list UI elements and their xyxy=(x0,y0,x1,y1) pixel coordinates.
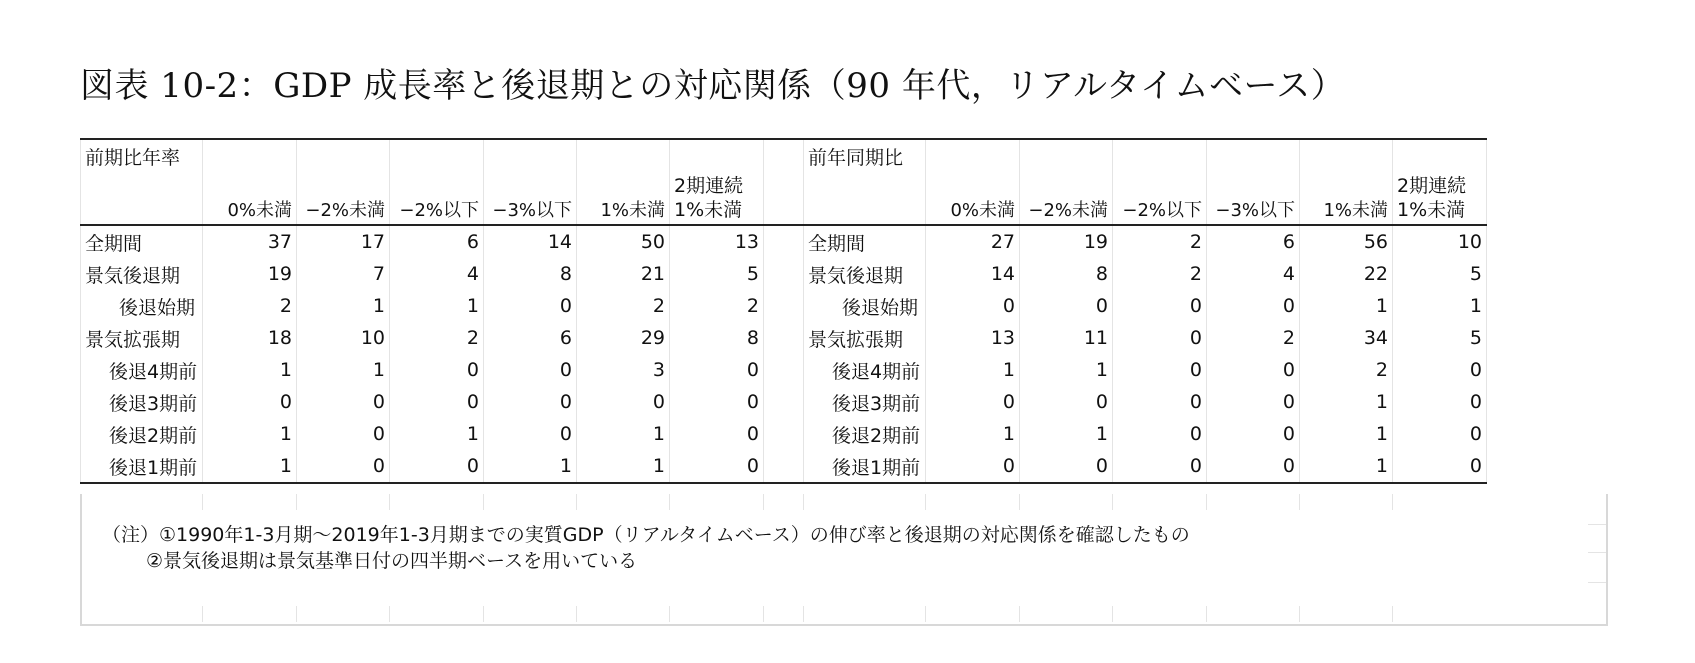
right-column-header: 1%未満 xyxy=(1300,172,1393,225)
header-row-1 xyxy=(81,139,1487,172)
row-label: 全期間 xyxy=(804,225,926,258)
value-cell: 1 xyxy=(297,354,390,386)
table-row xyxy=(81,322,1487,354)
value-cell: 2 xyxy=(1113,225,1207,258)
row-label: 後退始期 xyxy=(81,290,203,322)
value-cell: 27 xyxy=(926,225,1020,258)
empty-cell xyxy=(1207,139,1300,172)
empty-cell xyxy=(804,172,926,225)
grid-tick xyxy=(803,494,804,510)
table-row xyxy=(81,354,1487,386)
value-cell: 0 xyxy=(1020,386,1113,418)
grid-tick xyxy=(202,606,203,622)
value-cell: 0 xyxy=(297,450,390,483)
value-cell: 21 xyxy=(577,258,670,290)
spacer-cell xyxy=(764,354,804,386)
header-row-2 xyxy=(81,172,1487,225)
empty-cell xyxy=(1113,139,1207,172)
value-cell: 5 xyxy=(1393,258,1487,290)
grid-tick xyxy=(483,606,484,622)
grid-tick xyxy=(803,606,804,622)
left-column-header: −2%以下 xyxy=(390,172,484,225)
value-cell: 1 xyxy=(1020,418,1113,450)
right-header-label: 前年同期比 xyxy=(804,139,926,172)
grid-tick xyxy=(1206,606,1207,622)
row-label: 全期間 xyxy=(81,225,203,258)
grid-tick xyxy=(669,606,670,622)
table-row xyxy=(81,418,1487,450)
right-column-header: −2%未満 xyxy=(1020,172,1113,225)
header-line: 1%未満 xyxy=(1397,199,1466,221)
row-label: 後退2期前 xyxy=(804,418,926,450)
value-cell: 0 xyxy=(670,354,764,386)
value-cell: 1 xyxy=(1020,354,1113,386)
value-cell: 0 xyxy=(670,386,764,418)
value-cell: 8 xyxy=(670,322,764,354)
value-cell: 2 xyxy=(203,290,297,322)
value-cell: 1 xyxy=(203,354,297,386)
value-cell: 1 xyxy=(203,450,297,483)
header-line: 2期連続 xyxy=(1397,175,1467,197)
spacer-cell xyxy=(764,418,804,450)
value-cell: 6 xyxy=(390,225,484,258)
value-cell: 17 xyxy=(297,225,390,258)
value-cell: 2 xyxy=(390,322,484,354)
value-cell: 0 xyxy=(1207,418,1300,450)
grid-tick xyxy=(1112,494,1113,510)
table-row xyxy=(81,225,1487,258)
value-cell: 18 xyxy=(203,322,297,354)
empty-cell xyxy=(484,139,577,172)
value-cell: 1 xyxy=(203,418,297,450)
grid-tick xyxy=(296,606,297,622)
grid-tick xyxy=(763,606,764,622)
value-cell: 0 xyxy=(390,354,484,386)
grid-tick xyxy=(1588,552,1606,553)
empty-cell xyxy=(297,139,390,172)
value-cell: 0 xyxy=(670,418,764,450)
value-cell: 0 xyxy=(926,386,1020,418)
row-label: 後退1期前 xyxy=(81,450,203,483)
value-cell: 0 xyxy=(1113,450,1207,483)
empty-cell xyxy=(926,139,1020,172)
value-cell: 4 xyxy=(390,258,484,290)
spacer-cell xyxy=(764,225,804,258)
value-cell: 0 xyxy=(390,450,484,483)
value-cell: 0 xyxy=(390,386,484,418)
value-cell: 0 xyxy=(1393,450,1487,483)
value-cell: 5 xyxy=(670,258,764,290)
row-label: 景気後退期 xyxy=(81,258,203,290)
value-cell: 1 xyxy=(926,418,1020,450)
notes-area xyxy=(80,494,1608,626)
value-cell: 0 xyxy=(1393,386,1487,418)
value-cell: 0 xyxy=(1207,450,1300,483)
figure-title: 図表 10-2：GDP 成長率と後退期との対応関係（90 年代，リアルタイムベース） xyxy=(80,66,1346,106)
grid-tick xyxy=(1112,606,1113,622)
value-cell: 0 xyxy=(1020,450,1113,483)
grid-tick xyxy=(483,494,484,510)
note-1: （注）①1990年1-3月期～2019年1-3月期までの実質GDP（リアルタイムベース）の伸び率と後退期の対応関係を確認したもの xyxy=(102,524,1190,546)
row-label: 景気拡張期 xyxy=(804,322,926,354)
value-cell: 0 xyxy=(1393,418,1487,450)
spacer-cell xyxy=(764,172,804,225)
value-cell: 0 xyxy=(577,386,670,418)
value-cell: 34 xyxy=(1300,322,1393,354)
row-label: 景気拡張期 xyxy=(81,322,203,354)
value-cell: 37 xyxy=(203,225,297,258)
grid-tick xyxy=(1299,606,1300,622)
value-cell: 8 xyxy=(1020,258,1113,290)
row-label: 後退3期前 xyxy=(804,386,926,418)
empty-cell xyxy=(203,139,297,172)
value-cell: 0 xyxy=(484,418,577,450)
value-cell: 11 xyxy=(1020,322,1113,354)
value-cell: 0 xyxy=(926,290,1020,322)
data-table xyxy=(80,138,1487,484)
value-cell: 0 xyxy=(1113,418,1207,450)
value-cell: 7 xyxy=(297,258,390,290)
value-cell: 2 xyxy=(670,290,764,322)
value-cell: 14 xyxy=(926,258,1020,290)
value-cell: 3 xyxy=(577,354,670,386)
value-cell: 1 xyxy=(297,290,390,322)
value-cell: 4 xyxy=(1207,258,1300,290)
grid-tick xyxy=(389,606,390,622)
value-cell: 0 xyxy=(1207,290,1300,322)
value-cell: 0 xyxy=(1113,290,1207,322)
row-label: 後退始期 xyxy=(804,290,926,322)
grid-tick xyxy=(389,494,390,510)
value-cell: 0 xyxy=(1207,386,1300,418)
value-cell: 0 xyxy=(1113,386,1207,418)
grid-tick xyxy=(202,494,203,510)
table-row xyxy=(81,290,1487,322)
value-cell: 22 xyxy=(1300,258,1393,290)
value-cell: 0 xyxy=(926,450,1020,483)
spacer-cell xyxy=(764,386,804,418)
grid-tick xyxy=(1019,494,1020,510)
value-cell: 0 xyxy=(203,386,297,418)
value-cell: 2 xyxy=(1113,258,1207,290)
empty-cell xyxy=(81,172,203,225)
value-cell: 0 xyxy=(1020,290,1113,322)
spacer-cell xyxy=(764,450,804,483)
grid-tick xyxy=(1019,606,1020,622)
value-cell: 8 xyxy=(484,258,577,290)
grid-tick xyxy=(763,494,764,510)
empty-cell xyxy=(670,139,764,172)
row-label: 後退1期前 xyxy=(804,450,926,483)
value-cell: 5 xyxy=(1393,322,1487,354)
value-cell: 13 xyxy=(670,225,764,258)
grid-tick xyxy=(1588,582,1606,583)
right-column-header: 0%未満 xyxy=(926,172,1020,225)
value-cell: 14 xyxy=(484,225,577,258)
table-row xyxy=(81,386,1487,418)
header-line: 1%未満 xyxy=(674,199,743,221)
right-column-header-consecutive xyxy=(1393,172,1487,225)
value-cell: 29 xyxy=(577,322,670,354)
left-column-header-consecutive xyxy=(670,172,764,225)
value-cell: 0 xyxy=(1207,354,1300,386)
value-cell: 1 xyxy=(484,450,577,483)
value-cell: 50 xyxy=(577,225,670,258)
empty-cell xyxy=(577,139,670,172)
value-cell: 0 xyxy=(297,418,390,450)
grid-tick xyxy=(1392,606,1393,622)
value-cell: 1 xyxy=(390,290,484,322)
empty-cell xyxy=(1300,139,1393,172)
value-cell: 56 xyxy=(1300,225,1393,258)
value-cell: 0 xyxy=(484,386,577,418)
value-cell: 0 xyxy=(1393,354,1487,386)
value-cell: 0 xyxy=(297,386,390,418)
row-label: 後退4期前 xyxy=(81,354,203,386)
left-column-header: 1%未満 xyxy=(577,172,670,225)
value-cell: 2 xyxy=(1207,322,1300,354)
header-line: 2期連続 xyxy=(674,175,744,197)
value-cell: 6 xyxy=(1207,225,1300,258)
value-cell: 1 xyxy=(1300,290,1393,322)
value-cell: 1 xyxy=(577,418,670,450)
table-row xyxy=(81,258,1487,290)
grid-tick xyxy=(669,494,670,510)
spacer-cell xyxy=(764,290,804,322)
value-cell: 0 xyxy=(670,450,764,483)
left-column-header: 0%未満 xyxy=(203,172,297,225)
value-cell: 0 xyxy=(1113,322,1207,354)
left-column-header: −3%以下 xyxy=(484,172,577,225)
value-cell: 13 xyxy=(926,322,1020,354)
grid-tick xyxy=(576,494,577,510)
right-column-header: −3%以下 xyxy=(1207,172,1300,225)
value-cell: 2 xyxy=(577,290,670,322)
value-cell: 10 xyxy=(1393,225,1487,258)
value-cell: 1 xyxy=(926,354,1020,386)
value-cell: 1 xyxy=(1300,418,1393,450)
spacer-cell xyxy=(764,322,804,354)
empty-cell xyxy=(1393,139,1487,172)
value-cell: 1 xyxy=(1300,386,1393,418)
grid-tick xyxy=(296,494,297,510)
right-column-header: −2%以下 xyxy=(1113,172,1207,225)
value-cell: 1 xyxy=(1393,290,1487,322)
grid-tick xyxy=(1588,524,1606,525)
spacer-cell xyxy=(764,139,804,172)
value-cell: 1 xyxy=(390,418,484,450)
grid-tick xyxy=(576,606,577,622)
grid-tick xyxy=(925,494,926,510)
value-cell: 1 xyxy=(577,450,670,483)
value-cell: 19 xyxy=(203,258,297,290)
grid-tick xyxy=(1299,494,1300,510)
grid-tick xyxy=(1206,494,1207,510)
left-column-header: −2%未満 xyxy=(297,172,390,225)
spacer-cell xyxy=(764,258,804,290)
empty-cell xyxy=(390,139,484,172)
row-label: 後退3期前 xyxy=(81,386,203,418)
left-header-label: 前期比年率 xyxy=(81,139,203,172)
row-label: 後退2期前 xyxy=(81,418,203,450)
empty-cell xyxy=(1020,139,1113,172)
value-cell: 0 xyxy=(484,290,577,322)
grid-tick xyxy=(1392,494,1393,510)
table-row xyxy=(81,450,1487,483)
row-label: 景気後退期 xyxy=(804,258,926,290)
value-cell: 1 xyxy=(1300,450,1393,483)
note-2: ②景気後退期は景気基準日付の四半期ベースを用いている xyxy=(146,550,638,572)
row-label: 後退4期前 xyxy=(804,354,926,386)
value-cell: 0 xyxy=(484,354,577,386)
value-cell: 0 xyxy=(1113,354,1207,386)
value-cell: 2 xyxy=(1300,354,1393,386)
value-cell: 19 xyxy=(1020,225,1113,258)
value-cell: 6 xyxy=(484,322,577,354)
grid-tick xyxy=(925,606,926,622)
data-table-sheet xyxy=(80,138,1608,624)
value-cell: 10 xyxy=(297,322,390,354)
